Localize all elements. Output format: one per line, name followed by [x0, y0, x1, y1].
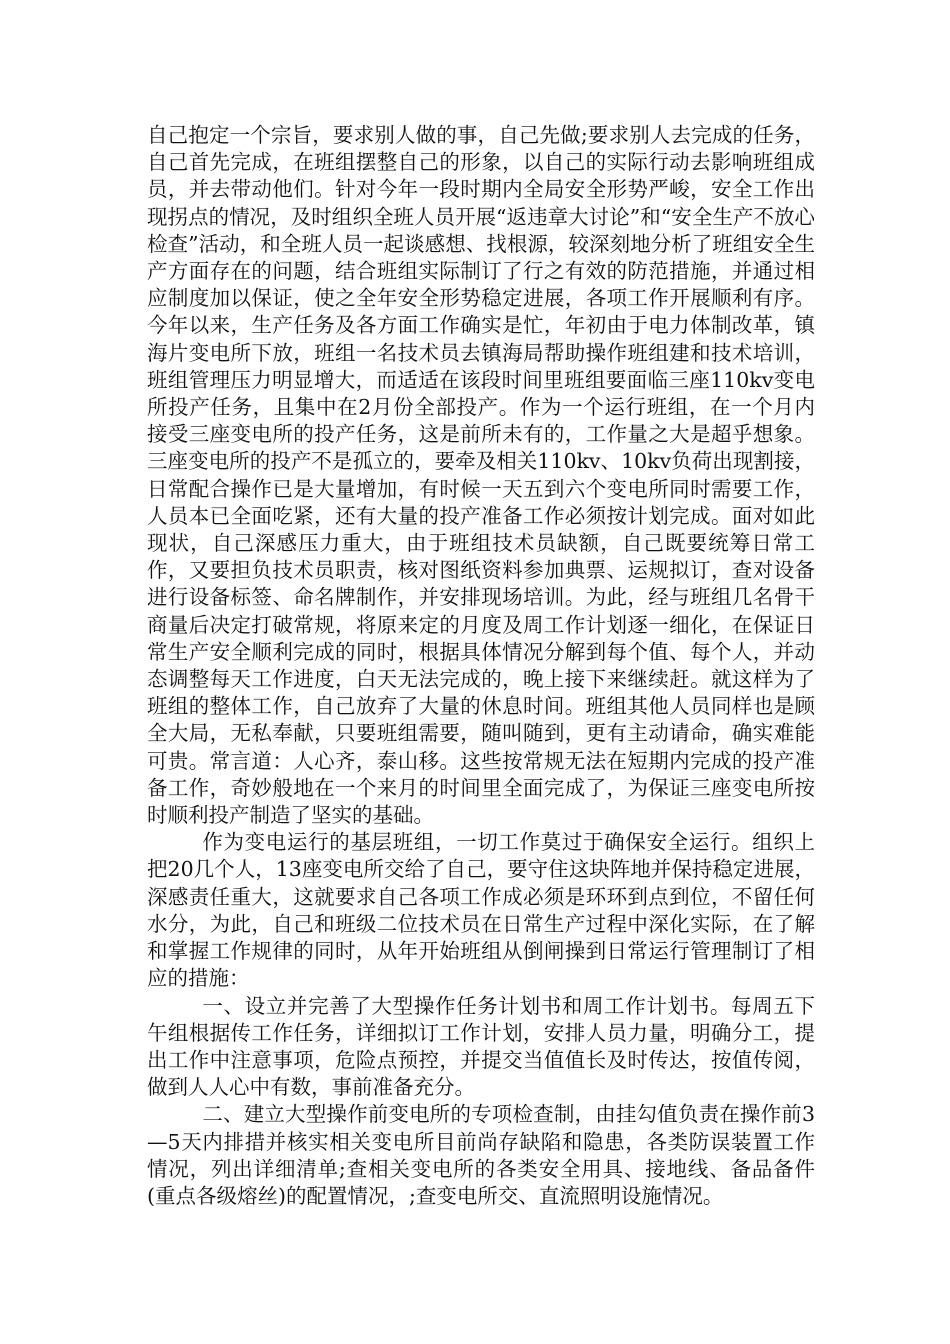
document-page [147, 122, 815, 1210]
body-paragraph-2: 作为变电运行的基层班组，一切工作莫过于确保安全运行。组织上把20几个人，13座变电所交给了自己，要守住这块阵地并保持稳定进展，深感责任重大，这就要求自己各项工作成必须是环环到点到位，不留任何水分，为此，自己和班级二位技术员在日常生产过程中深化实际，在了解和掌握工作规律的同时，从年开始班组从倒闸操到日常运行管理制订了相应的措施： [147, 830, 815, 991]
body-paragraph-4: 二、建立大型操作前变电所的专项检查制，由挂勾值负责在操作前3—5天内排措并核实相关变电所目前尚存缺陷和隐患，各类防误装置工作情况，列出详细清单;查相关变电所的各类安全用具、接地线、备品备件(重点各级熔丝)的配置情况，;查变电所交、直流照明设施情况。 [147, 1102, 815, 1208]
body-paragraph-1: 自己抱定一个宗旨，要求别人做的事，自己先做;要求别人去完成的任务，自己首先完成，在班组摆整自己的形象，以自己的实际行动去影响班组成员，并去带动他们。针对今年一段时期内全局安全形势严峻，安全工作出现拐点的情况，及时组织全班人员开展“返违章大讨论”和“安全生产不放心检查”活动，和全班人员一起谈感想、找根源，较深刻地分析了班组安全生产方面存在的问题，结合班组实际制订了行之有效的防范措施，并通过相应制度加以保证，使之全年安全形势稳定进展，各项工作开展顺利有序。今年以来，生产任务及各方面工作确实是忙，年初由于电力体制改革，镇海片变电所下放，班组一名技术员去镇海局帮助操作班组建和技术培训，班组管理压力明显增大，而适适在该段时间里班组要面临三座110kv变电所投产任务，且集中在2月份全部投产。作为一个运行班组，在一个月内接受三座变电所的投产任务，这是前所未有的，工作量之大是超乎想象。三座变电所的投产不是孤立的，要牵及相关110kv、10kv负荷出现割接，日常配合操作已是大量增加，有时候一天五到六个变电所同时需要工作，人员本已全面吃紧，还有大量的投产准备工作必须按计划完成。面对如此现状，自己深感压力重大，由于班组技术员缺额，自己既要统筹日常工作，又要担负技术员职责，核对图纸资料参加典票、运规拟订，查对设备进行设备标签、命名牌制作，并安排现场培训。为此，经与班组几名骨干商量后决定打破常规，将原来定的月度及周工作计划逐一细化，在保证日常生产安全顺利完成的同时，根据具体情况分解到每个值、每个人，并动态调整每天工作进度，白天无法完成的，晚上接下来继续赶。就这样为了班组的整体工作，自己放弃了大量的休息时间。班组其他人员同样也是顾全大局，无私奉献，只要班组需要，随叫随到，更有主动请命，确实难能可贵。常言道：人心齐，泰山移。这些按常规无法在短期内完成的投产准备工作，奇妙般地在一个来月的时间里全面完成了，为保证三座变电所按时顺利投产制造了坚实的基础。 [147, 123, 815, 828]
body-paragraph-3: 一、设立并完善了大型操作任务计划书和周工作计划书。每周五下午组根据传工作任务，详细拟订工作计划，安排人员力量，明确分工，提出工作中注意事项，危险点预控，并提交当值值长及时传达，按值传阅，做到人人心中有数，事前准备充分。 [147, 993, 815, 1100]
